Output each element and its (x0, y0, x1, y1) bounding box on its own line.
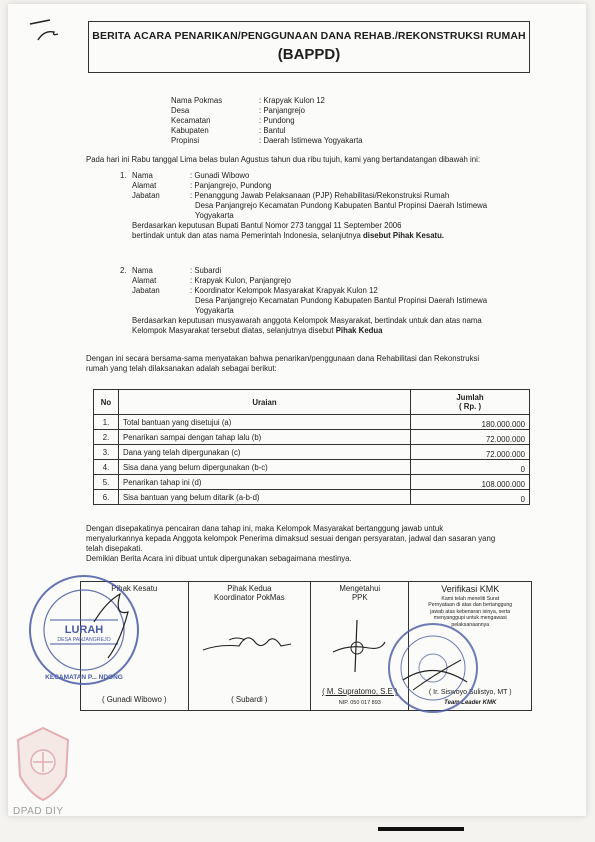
table-header-row (94, 390, 530, 415)
signature-cell-ppk: Mengetahui PPK ( M. Supratomo, S.E ) NIP. 050 017 893 (311, 582, 409, 711)
table-row: 4. Sisa dana yang belum dipergunakan (b-c) 0 (94, 460, 530, 475)
title-line-2: (BAPPD) (277, 46, 341, 63)
table-row: 1. Total bantuan yang disetujui (a) 180.000.000 (94, 415, 530, 430)
document-page (8, 4, 586, 816)
stamp-line: DESA PANJANGREJO (57, 637, 111, 643)
identity-row: Nama Pokmas : Krapyak Kulon 12 (171, 96, 325, 105)
table-row: 2. Penarikan sampai dengan tahap lalu (b) 72.000.000 (94, 430, 530, 445)
signature-cell-party-one: Pihak Kesatu ( Gunadi Wibowo ) (81, 582, 189, 711)
handwritten-mark (28, 18, 68, 44)
table-row: 6. Sisa bantuan yang belum ditarik (a-b-d) 0 (94, 490, 530, 505)
header-no: No (94, 390, 119, 415)
identity-row: Propinsi : Daerah Istimewa Yogyakarta (171, 136, 363, 145)
identity-block (171, 96, 363, 146)
signature-ppk (329, 616, 389, 676)
document-title-box (88, 21, 530, 73)
dpad-seal-icon (12, 724, 74, 802)
bottom-bar (378, 827, 464, 831)
signature-subardi (199, 622, 299, 662)
kmk-stamp (383, 620, 483, 716)
village-head-stamp (24, 572, 144, 690)
watermark-text: DPAD DIY (13, 806, 64, 817)
identity-row: Kabupaten : Bantul (171, 126, 286, 135)
header-amount: Jumlah ( Rp. ) (411, 390, 530, 415)
header-description: Uraian (119, 390, 411, 415)
signature-cell-party-two: Pihak Kedua Koordinator PokMas ( Subardi ) (188, 582, 311, 711)
funds-table (93, 389, 530, 505)
party-two: 2. Nama : Subardi Alamat : Krapyak Kulon, Panjangrejo Jabatan : Koordinator Kelompok Masyarakat Krapyak Kulon 12 Desa Panjangrejo Kecamatan Pundong Kabupaten Bantul Propinsi Daerah Istimewa Yogyakarta Berdasarkan keputusan musyawarah anggota Kelompok Masyarakat, bertindak untuk dan atas nama Kelompok Masyarakat tersebut diatas, selanjutnya disebut Pihak Kedua (120, 266, 488, 335)
intro-paragraph: Pada hari ini Rabu tanggal Lima belas bulan Agustus tahun dua ribu tujuh, kami yang bertandatangan dibawah ini: (86, 155, 481, 164)
table-row: 3. Dana yang telah dipergunakan (c) 72.000.000 (94, 445, 530, 460)
table-row: 5. Penarikan tahap ini (d) 108.000.000 (94, 475, 530, 490)
identity-row: Desa : Panjangrejo (171, 106, 305, 115)
closing-paragraph: Dengan disepakatinya pencairan dana tahap ini, maka Kelompok Masyarakat bertanggung jawab untuk menyalurkannya kepada Anggota kelompok Penerima dimaksud sesuai dengan persyaratan, jadwal dan sasaran yang telah disepakati. Demikian Berita Acara ini dibuat untuk dipergunakan sebagaimana mestinya. (86, 524, 496, 563)
title-line-1: BERITA ACARA PENARIKAN/PENGGUNAAN DANA REHAB./REKONSTRUKSI RUMAH (92, 30, 526, 42)
identity-row: Kecamatan : Pundong (171, 116, 295, 125)
signature-cell-kmk: Verifikasi KMK Kami telah meneliti Surat Pernyataan di atas dan bertanggung jawab atas kebenaran isinya, serta menyanggupi untuk mengawasi pelaksanaannya ( Ir. Siswoyo Sulistyo, MT ) Team Leader KMK (409, 582, 532, 711)
stamp-ring-text: KECAMATAN P... NDONG (45, 674, 123, 681)
party-one: 1. Nama : Gunadi Wibowo Alamat : Panjangrejo, Pundong Jabatan : Penanggung Jawab Pelaksanaan (PJP) Rehabilitasi/Rekonstruksi Rumah Desa Panjangrejo Kecamatan Pundong Kabupaten Bantul Propinsi Daerah Istimewa Yogyakarta Berdasarkan keputusan Bupati Bantul Nomor 273 tanggal 11 September 2006 bertindak untuk dan atas nama Pemerintah Indonesia, selanjutnya disebut Pihak Kesatu. (120, 171, 488, 240)
stamp-word: LURAH (64, 624, 104, 636)
statement-paragraph: Dengan ini secara bersama-sama menyatakan bahwa penarikan/penggunaan dana Rehabilitasi dan Rekonstruksi rumah yang telah dilaksanakan adalah sebagai berikut: (86, 354, 480, 373)
